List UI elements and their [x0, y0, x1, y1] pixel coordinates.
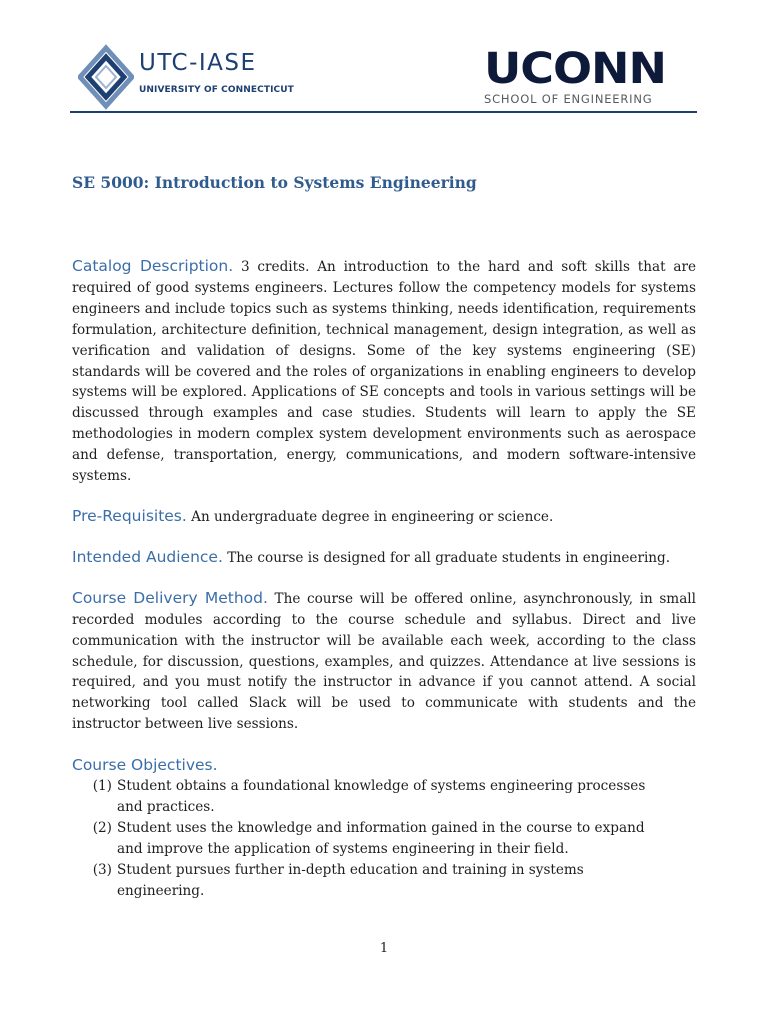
catalog-description [72, 256, 696, 487]
audience-text: The course is designed for all graduate students in engineering. [227, 549, 671, 566]
objectives-list [72, 776, 696, 902]
prereq-text: An undergraduate degree in engineering or science. [191, 508, 554, 525]
utc-iase-subtitle: UNIVERSITY OF CONNECTICUT [139, 85, 294, 95]
utc-iase-diamond-icon [78, 44, 134, 110]
intended-audience [72, 547, 696, 569]
objective-item [72, 860, 696, 902]
header-divider [70, 111, 697, 113]
objective-number: (1) [92, 778, 112, 795]
page-number: 1 [379, 941, 389, 956]
utc-iase-name: UTC-IASE [139, 50, 257, 76]
objective-text: Student obtains a foundational knowledge of systems engineering processes and practices. [117, 778, 646, 816]
audience-heading: Intended Audience. [72, 547, 223, 566]
course-title: SE 5000: Introduction to Systems Engineering [72, 173, 477, 192]
objectives-heading: Course Objectives. [72, 756, 218, 775]
catalog-text: 3 credits. An introduction to the hard and soft skills that are required of good systems engineers. Lectures follow the competency models for systems engineers and include topics such as systems thinking, needs identification, requirements formulation, architecture definition, technical management, design integration, as well as verification and validation of designs. Some of the key systems engineering (SE) standards will be covered and the roles of organizations in enabling engineers to develop systems will be explored. Applications of SE concepts and tools in various settings will be discussed through examples and case studies. Students will learn to apply the SE methodologies in modern complex system development environments such as aerospace and defense, transportation, energy, communications, and modern software-intensive systems. [72, 259, 696, 485]
catalog-heading: Catalog Description. [72, 257, 234, 275]
objective-item [72, 776, 696, 818]
delivery-heading: Course Delivery Method. [72, 588, 268, 607]
uconn-subtitle: SCHOOL OF ENGINEERING [484, 92, 653, 106]
objective-text: Student uses the knowledge and information gained in the course to expand and improve the application of systems engineering in their field. [117, 820, 645, 858]
page-header [0, 0, 768, 115]
delivery-text: The course will be offered online, asynchronously, in small recorded modules according to the course schedule and syllabus. Direct and live communication with the instructor will be available each week, according to the class schedule, for discussion, questions, examples, and quizzes. Attendance at live sessions is required, and you must notify the instructor in advance if you cannot attend. A social networking tool called Slack will be used to communicate with students and the instructor between live sessions. [72, 590, 696, 733]
objective-text: Student pursues further in-depth education and training in systems engineering. [117, 862, 584, 900]
document-body [72, 256, 696, 902]
prerequisites [72, 506, 696, 528]
uconn-wordmark: UCONN [484, 44, 666, 94]
uconn-logo [484, 44, 664, 108]
course-delivery-method [72, 588, 696, 735]
prereq-heading: Pre-Requisites. [72, 506, 187, 525]
utc-iase-logo [78, 44, 294, 110]
objective-number: (2) [92, 820, 112, 837]
objective-number: (3) [92, 862, 112, 879]
objective-item [72, 818, 696, 860]
